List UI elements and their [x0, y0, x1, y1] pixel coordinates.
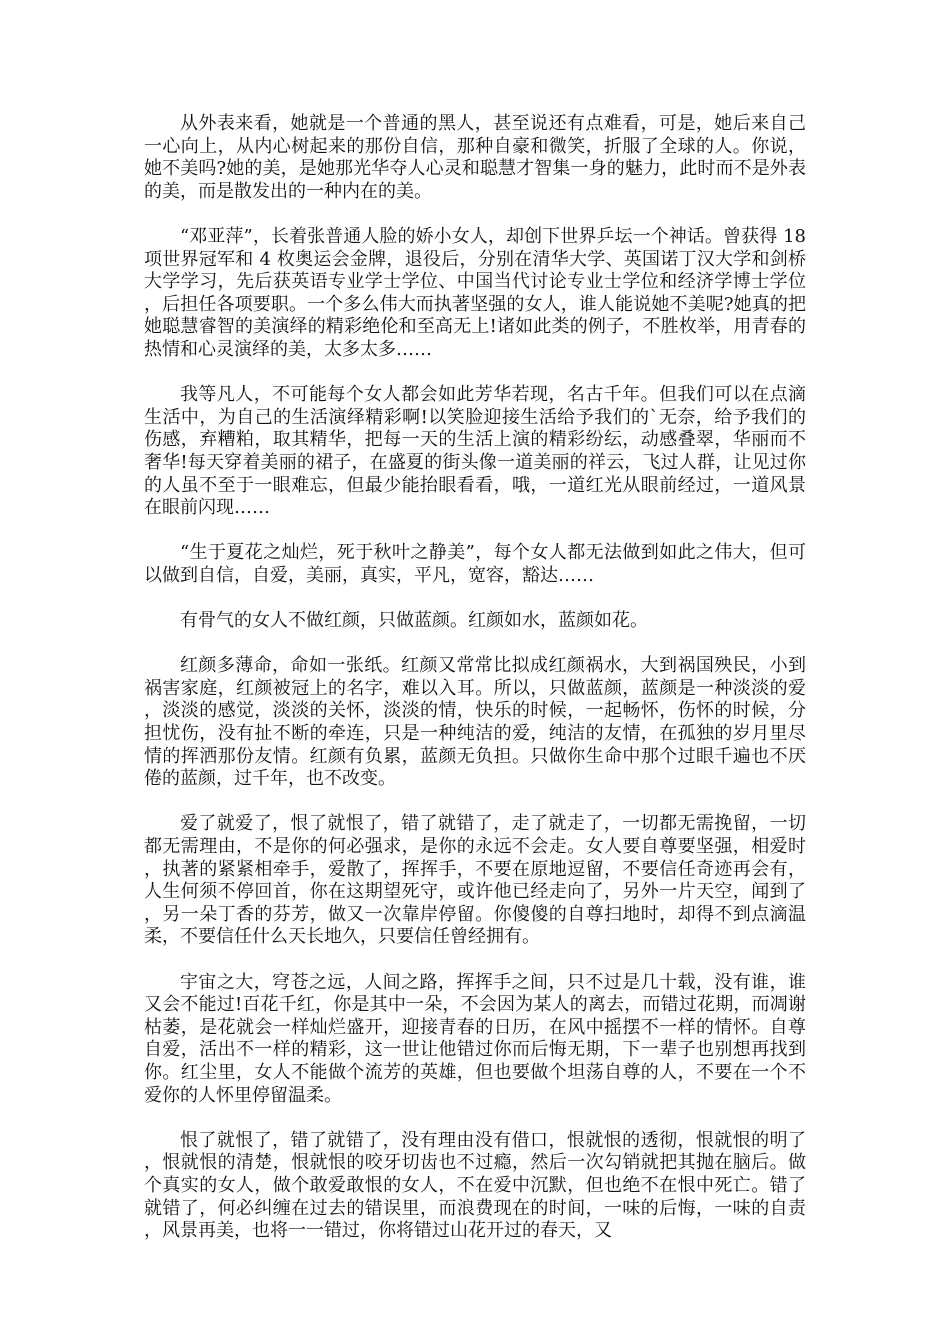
paragraph-7: 爱了就爱了，恨了就恨了，错了就错了，走了就走了，一切都无需挽留，一切都无需理由，不是你的何必强求，是你的永远不会走。女人要自尊要坚强，相爱时，执著的紧紧相牵手，爱散了，挥挥手，不要在原地逗留，不要信任奇迹再会有，人生何须不停回首，你在这期望死守，或许他已经走向了，另外一片天空，闻到了，另一朵丁香的芬芳，做又一次靠岸停留。你傻傻的自尊扫地时，却得不到点滴温柔，不要信任什么天长地久，只要信任曾经拥有。 [144, 813, 806, 948]
paragraph-3: 我等凡人，不可能每个女人都会如此芳华若现，名古千年。但我们可以在点滴生活中，为自己的生活演绎精彩啊!以笑脸迎接生活给予我们的`无奈，给予我们的伤感，弃糟粕，取其精华，把每一天的生活上演的精彩纷纭，动感叠翠，华丽而不奢华!每天穿着美丽的裙子，在盛夏的街头像一道美丽的祥云，飞过人群，让见过你的人虽不至于一眼难忘，但最少能抬眼看看，哦，一道红光从眼前经过，一道风景在眼前闪现…… [144, 384, 806, 519]
paragraph-4: “生于夏花之灿烂，死于秋叶之静美”，每个女人都无法做到如此之伟大，但可以做到自信，自爱，美丽，真实，平凡，宽容，豁达…… [144, 542, 806, 586]
paragraph-5: 有骨气的女人不做红颜，只做蓝颜。红颜如水，蓝颜如花。 [180, 610, 648, 632]
document-body [144, 113, 806, 1265]
paragraph-2: “邓亚萍”，长着张普通人脸的娇小女人，却创下世界乒坛一个神话。曾获得 18 项世界冠军和 4 枚奥运会金牌，退役后，分别在清华大学、英国诺丁汉大学和剑桥大学学习，先后获英语专业学士学位、中国当代讨论专业士学位和经济学博士学位，后担任各项要职。一个多么伟大而执著坚强的女人，谁人能说她不美呢?她真的把她聪慧睿智的美演绎的精彩绝伦和至高无上!诸如此类的例子，不胜枚举，用青春的热情和心灵演绎的美，太多太多…… [144, 225, 806, 360]
paragraph-8: 宇宙之大，穹苍之远，人间之路，挥挥手之间，只不过是几十载，没有谁，谁又会不能过!百花千红，你是其中一朵，不会因为某人的离去，而错过花期，而凋谢枯萎，是花就会一样灿烂盛开，迎接青春的日历，在风中摇摆不一样的情怀。自尊自爱，活出不一样的精彩，这一世让他错过你而后悔无期，下一辈子也别想再找到你。红尘里，女人不能做个流芳的英雄，但也要做个坦荡自尊的人，不要在一个不爱你的人怀里停留温柔。 [144, 971, 806, 1106]
paragraph-1: 从外表来看，她就是一个普通的黑人，甚至说还有点难看，可是，她后来自己一心向上，从内心树起来的那份自信，那种自豪和微笑，折服了全球的人。你说，她不美吗?她的美，是她那光华夺人心灵和聪慧才智集一身的魅力，此时而不是外表的美，而是散发出的一种内在的美。 [144, 113, 806, 202]
paragraph-9: 恨了就恨了，错了就错了，没有理由没有借口，恨就恨的透彻，恨就恨的明了，恨就恨的清楚，恨就恨的咬牙切齿也不过瘾，然后一次勾销就把其抛在脑后。做个真实的女人，做个敢爱敢恨的女人，不在爱中沉默，但也绝不在恨中死亡。错了就错了，何必纠缠在过去的错误里，而浪费现在的时间，一味的后悔，一味的自责，风景再美，也将一一错过，你将错过山花开过的春天，又 [144, 1129, 806, 1242]
paragraph-6: 红颜多薄命，命如一张纸。红颜又常常比拟成红颜祸水，大到祸国殃民，小到祸害家庭，红颜被冠上的名字，难以入耳。所以，只做蓝颜，蓝颜是一种淡淡的爱，淡淡的感觉，淡淡的关怀，淡淡的情，快乐的时候，一起畅怀，伤怀的时候，分担忧伤，没有扯不断的牵连，只是一种纯洁的爱，纯洁的友情，在孤独的岁月里尽情的挥洒那份友情。红颜有负累，蓝颜无负担。只做你生命中那个过眼千遍也不厌倦的蓝颜，过千年，也不改变。 [144, 655, 806, 790]
